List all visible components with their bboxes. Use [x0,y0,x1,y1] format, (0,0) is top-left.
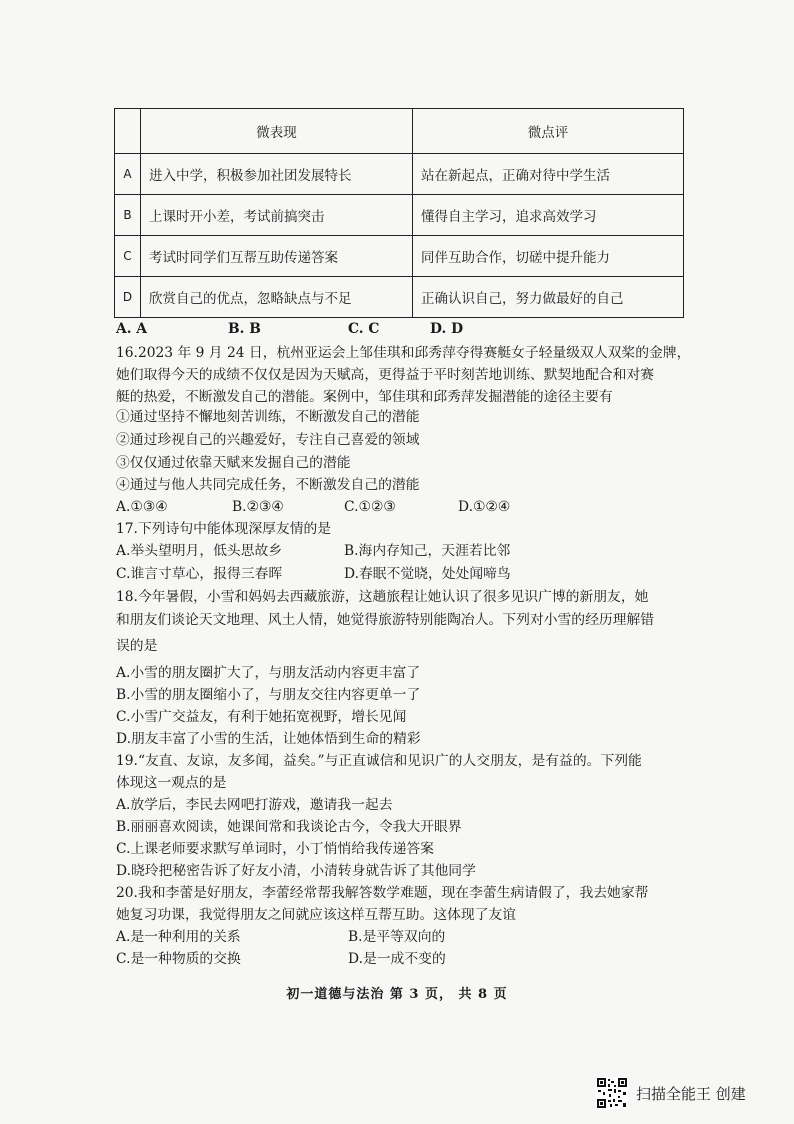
q16-item: ③仅仅通过依靠天赋来发掘自己的潜能 [116,455,351,471]
table-header-cell [115,109,141,154]
table-row [115,277,684,318]
option: B.海内存知己，天涯若比邻 [344,543,511,559]
option: D. D [430,321,464,337]
table-header-cell: 微点评 [413,109,684,154]
table-cell-option: B [115,195,141,236]
q19-stem-line: 19.“友直、友谅，友多闻，益矣。”与正直诚信和见识广的人交朋友，是有益的。下列能 [116,753,642,769]
table-cell-performance: 考试时同学们互帮互助传递答案 [141,236,413,277]
page-footer: 初一道德与法治 第 3 页， 共 8 页 [286,987,508,1002]
q19-option: A.放学后，李民去网吧打游戏，邀请我一起去 [116,797,393,813]
table-row [115,236,684,277]
q18-stem-line: 18.今年暑假，小雪和妈妈去西藏旅游，这趟旅程让她认识了很多见识广博的新朋友，她 [116,589,649,605]
table-cell-comment: 同伴互助合作，切磋中提升能力 [413,236,684,277]
option: A.①③④ [116,499,168,515]
q19-option: B.丽丽喜欢阅读，她课间常和我谈论古今，令我大开眼界 [116,819,462,835]
option: D.是一成不变的 [348,951,446,967]
option: D.春眠不觉晓，处处闻啼鸟 [344,566,511,582]
answer-table [114,108,684,318]
option: A.是一种利用的关系 [116,929,241,945]
table-cell-performance: 进入中学，积极参加社团发展特长 [141,154,413,195]
scanner-watermark [596,1076,746,1110]
q18-stem-line: 和朋友们谈论天文地理、风土人情，她觉得旅游特别能陶冶人。下列对小雪的经历理解错 [116,612,655,628]
q19-option: D.晓玲把秘密告诉了好友小清，小清转身就告诉了其他同学 [116,863,476,879]
table-header-row [115,109,684,154]
table-cell-option: A [115,154,141,195]
q19-stem-line: 体现这一观点的是 [116,775,227,791]
q18-option: C.小雪广交益友，有利于她拓宽视野，增长见闻 [116,709,407,725]
q16-item: ②通过珍视自己的兴趣爱好，专注自己喜爱的领域 [116,432,420,448]
option: C.谁言寸草心，报得三春晖 [116,566,283,582]
q16-stem-line: 16.2023 年 9 月 24 日，杭州亚运会上邹佳琪和邱秀萍夺得赛艇女子轻量级双人双桨的金牌， [116,345,691,361]
qr-code-icon [596,1077,628,1109]
table-cell-option: C [115,236,141,277]
table-cell-option: D [115,277,141,318]
q18-option: D.朋友丰富了小雪的生活，让她体悟到生命的精彩 [116,731,421,747]
option: B. B [228,321,261,337]
table-cell-comment: 站在新起点，正确对待中学生活 [413,154,684,195]
q18-option: B.小雪的朋友圈缩小了，与朋友交往内容更单一了 [116,687,421,703]
table-row [115,154,684,195]
table-cell-comment: 正确认识自己，努力做最好的自己 [413,277,684,318]
table-cell-performance: 欣赏自己的优点，忽略缺点与不足 [141,277,413,318]
option: A.举头望明月，低头思故乡 [116,543,283,559]
table-cell-comment: 懂得自主学习，追求高效学习 [413,195,684,236]
option: B.②③④ [232,499,284,515]
q20-stem-line: 她复习功课，我觉得朋友之间就应该这样互帮互助。这体现了友谊 [116,907,517,923]
q18-option: A.小雪的朋友圈扩大了，与朋友活动内容更丰富了 [116,665,421,681]
q19-option: C.上课老师要求默写单词时，小丁悄悄给我传递答案 [116,841,434,857]
option: C.①②③ [344,499,396,515]
table-header-cell: 微表现 [141,109,413,154]
q16-item: ④通过与他人共同完成任务，不断激发自己的潜能 [116,477,420,493]
option: D.①②④ [458,499,511,515]
q16-stem-line: 她们取得今天的成绩不仅仅是因为天赋高，更得益于平时刻苦地训练、默契地配合和对赛 [116,367,655,383]
table-row [115,195,684,236]
table-cell-performance: 上课时开小差，考试前搞突击 [141,195,413,236]
q17-stem: 17.下列诗句中能体现深厚友情的是 [116,521,332,537]
q18-stem-line: 误的是 [116,638,158,654]
q16-item: ①通过坚持不懈地刻苦训练，不断激发自己的潜能 [116,409,420,425]
q20-stem-line: 20.我和李蕾是好朋友，李蕾经常帮我解答数学难题，现在李蕾生病请假了，我去她家帮 [116,885,649,901]
option: C.是一种物质的交换 [116,951,241,967]
option: B.是平等双向的 [348,929,446,945]
q16-stem-line: 艇的热爱，不断激发自己的潜能。案例中，邹佳琪和邱秀萍发掘潜能的途径主要有 [116,389,613,405]
watermark-text: 扫描全能王 创建 [636,1084,746,1103]
option: C. C [348,321,380,337]
option: A. A [116,321,148,337]
